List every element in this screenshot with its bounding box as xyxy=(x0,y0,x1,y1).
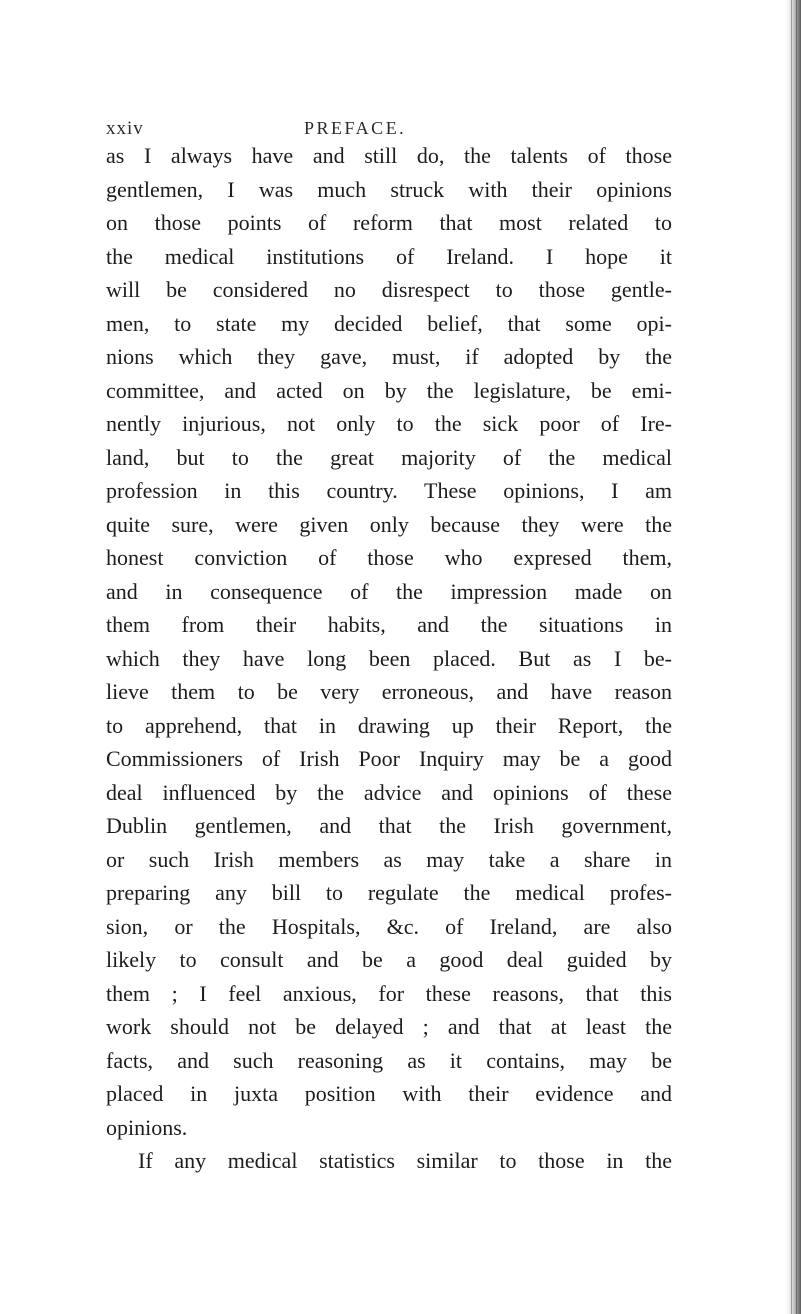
text-line: on those points of reform that most related to xyxy=(106,210,672,235)
page-edge-line xyxy=(796,0,797,1314)
text-line: nently injurious, not only to the sick poor of Ire- xyxy=(106,411,672,436)
text-line: the medical institutions of Ireland. I hope it xyxy=(106,243,672,269)
body-text xyxy=(106,139,672,1178)
text-line: or such Irish members as may take a share in xyxy=(106,846,672,872)
running-head-title: PREFACE. xyxy=(304,118,407,138)
text-line: sion, or the Hospitals, &c. of Ireland, are also xyxy=(106,913,672,939)
text-line: Dublin gentlemen, and that the Irish government, xyxy=(106,813,672,838)
text-line: deal influenced by the advice and opinions of these xyxy=(106,779,672,805)
text-line: nions which they gave, must, if adopted by the xyxy=(106,344,672,369)
page-edge-line xyxy=(791,0,792,1314)
text-line: will be considered no disrespect to those gentle- xyxy=(106,277,672,302)
text-line: and in consequence of the impression made on xyxy=(106,578,672,604)
text-line: honest conviction of those who expresed them, xyxy=(106,545,672,570)
text-line: likely to consult and be a good deal guided by xyxy=(106,947,672,972)
text-line: men, to state my decided belief, that some opi- xyxy=(106,310,672,336)
text-line: which they have long been placed. But as I be- xyxy=(106,645,672,671)
text-line: facts, and such reasoning as it contains, may be xyxy=(106,1047,672,1073)
text-line: gentlemen, I was much struck with their opinions xyxy=(106,176,672,202)
text-line: committee, and acted on by the legislature, be emi- xyxy=(106,377,672,403)
page-edge-shadow xyxy=(785,0,801,1314)
page-number: xxiv xyxy=(106,118,144,139)
text-line: placed in juxta position with their evidence and xyxy=(106,1081,672,1106)
text-line: land, but to the great majority of the medical xyxy=(106,444,672,470)
text-line: quite sure, were given only because they were the xyxy=(106,511,672,537)
text-line: them from their habits, and the situations in xyxy=(106,612,672,637)
text-line: lieve them to be very erroneous, and have reason xyxy=(106,679,672,704)
text-line: Commissioners of Irish Poor Inquiry may be a good xyxy=(106,746,672,771)
text-line: profession in this country. These opinions, I am xyxy=(106,478,672,503)
text-line: as I always have and still do, the talents of those xyxy=(106,143,672,168)
text-line: them ; I feel anxious, for these reasons, that this xyxy=(106,980,672,1006)
text-line: to apprehend, that in drawing up their Report, the xyxy=(106,712,672,738)
text-line: work should not be delayed ; and that at least the xyxy=(106,1014,672,1039)
text-line: preparing any bill to regulate the medical profes- xyxy=(106,880,672,905)
text-line: opinions. xyxy=(106,1114,188,1140)
text-line: If any medical statistics similar to those in the xyxy=(138,1148,672,1173)
